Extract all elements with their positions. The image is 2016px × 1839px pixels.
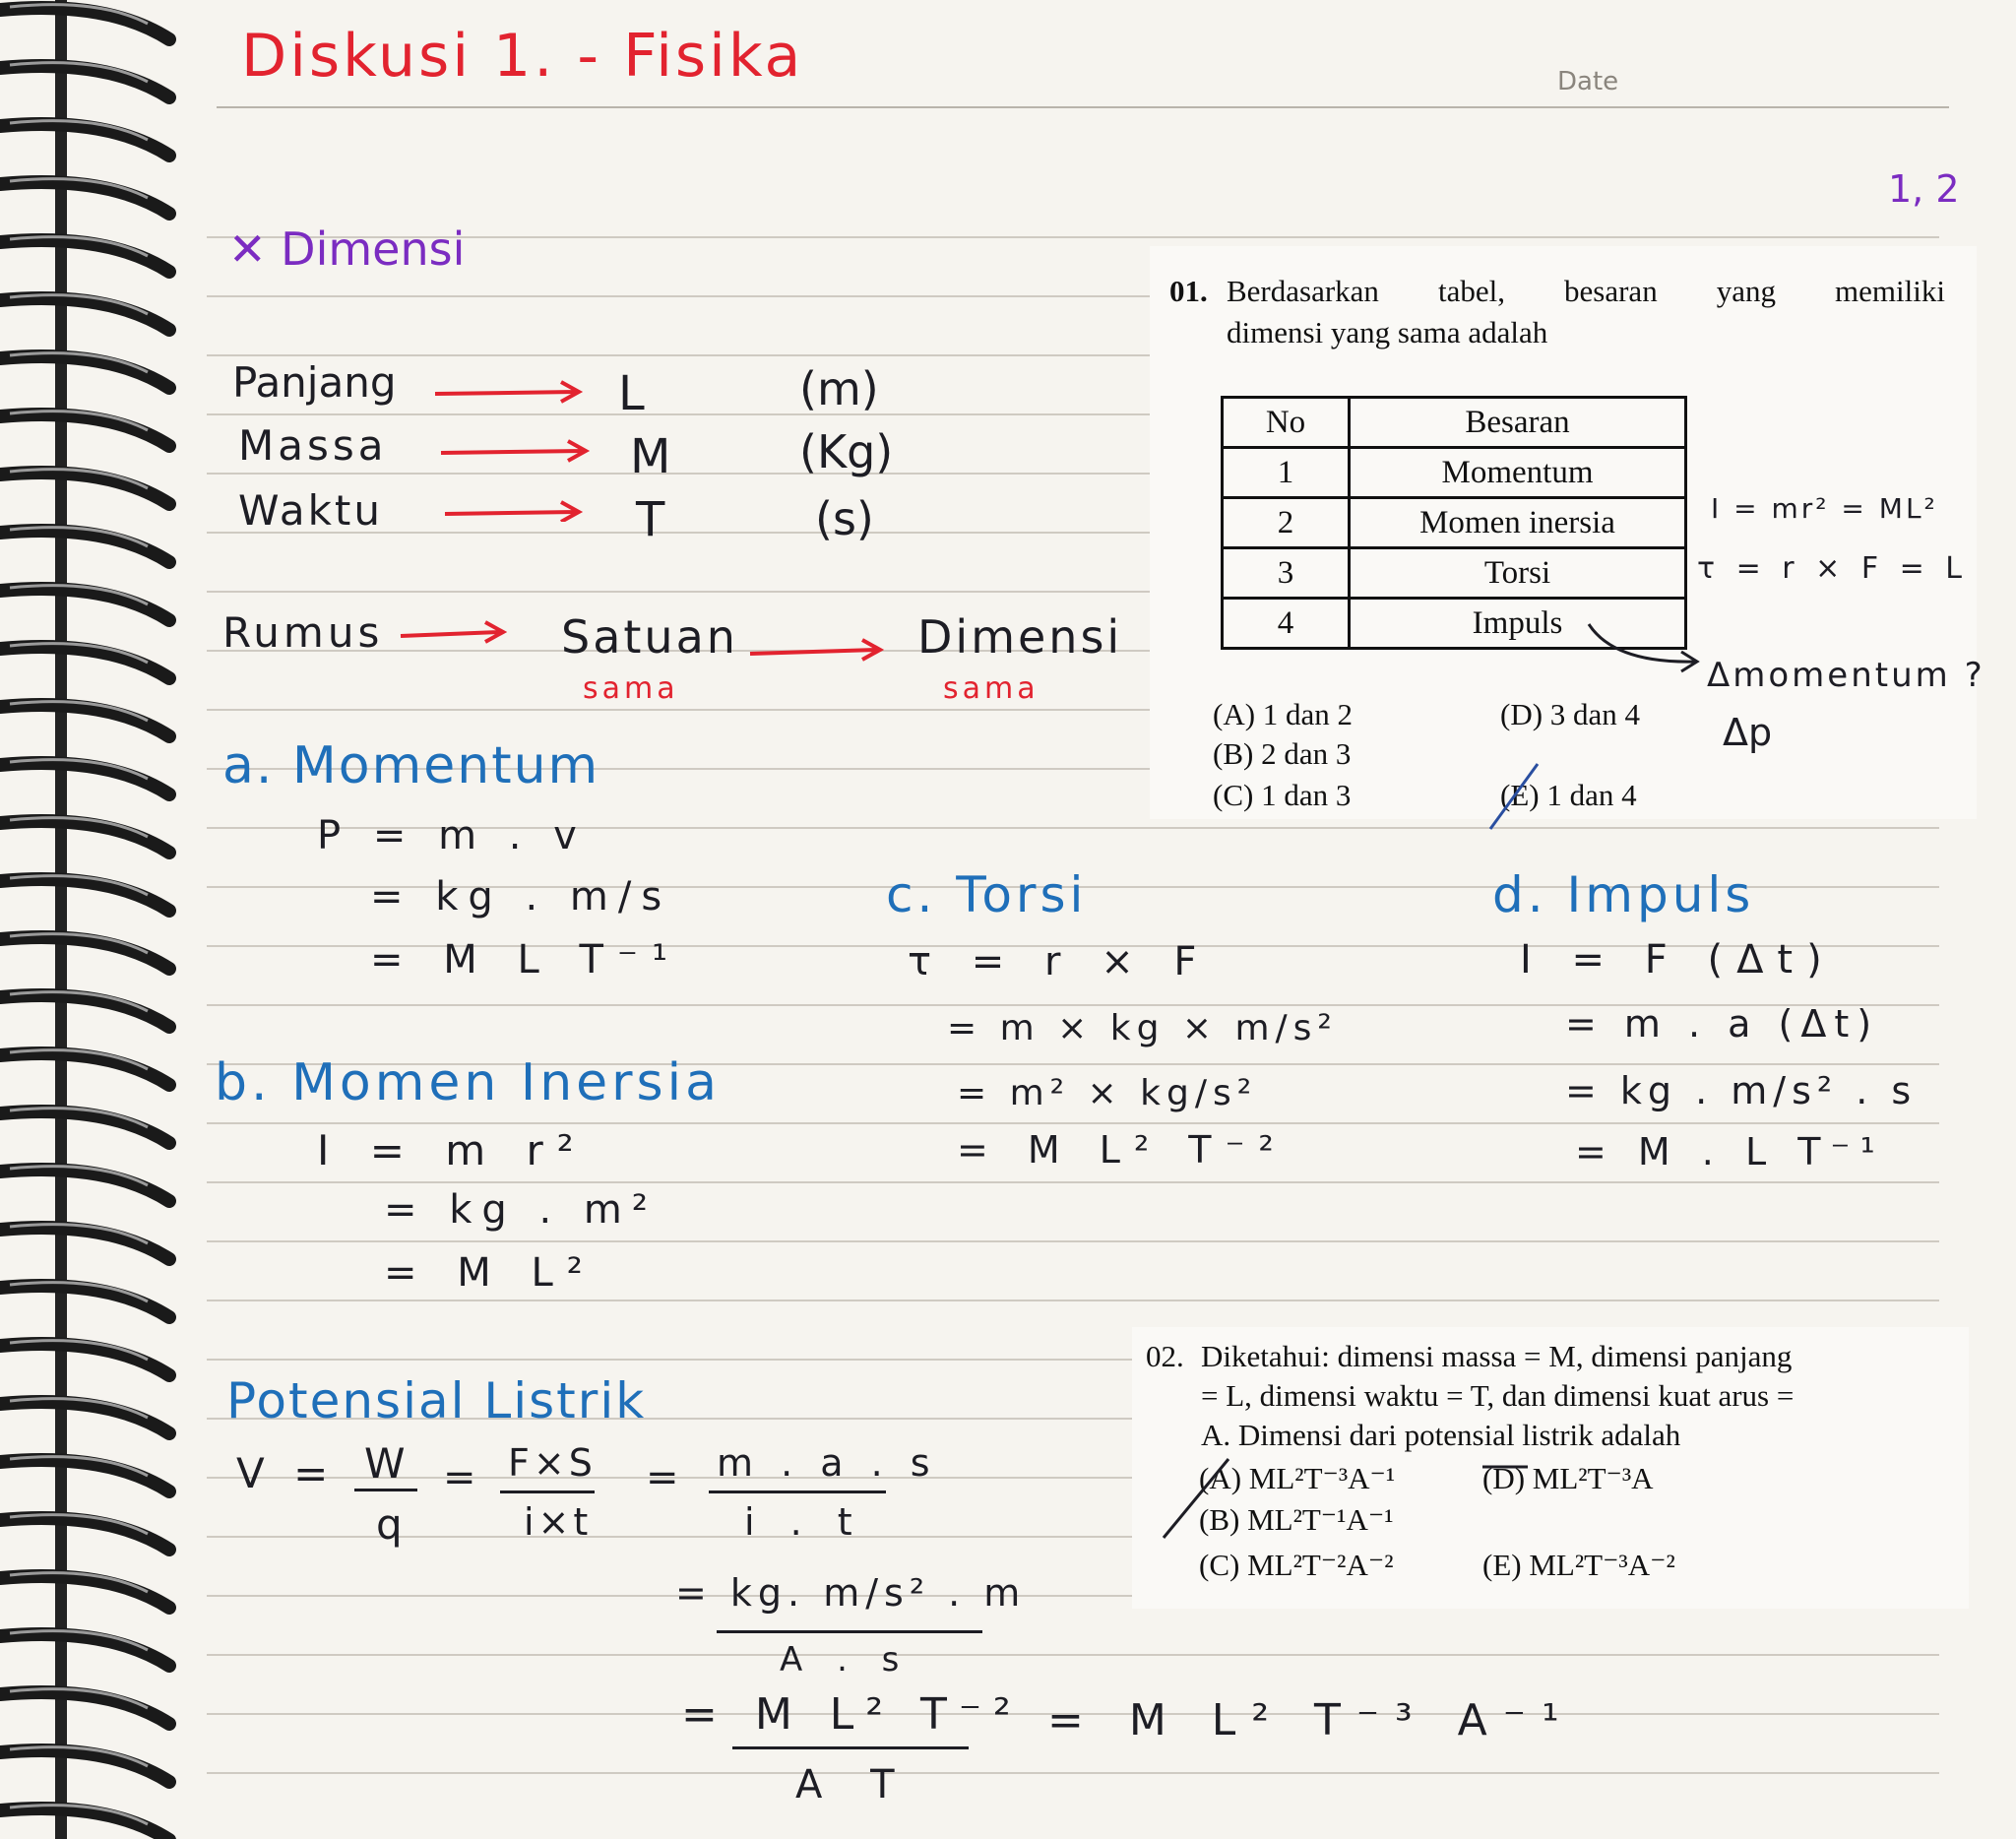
q2-line-2: = L, dimensi waktu = T, dan dimensi kuat arus = xyxy=(1201,1378,1795,1413)
spiral-coil xyxy=(0,879,169,911)
q2-option-d: (D) ML²T⁻³A xyxy=(1482,1461,1654,1495)
q2-option-b: (B) ML²T⁻¹A⁻¹ xyxy=(1199,1502,1394,1537)
torsi-line-2: = m × kg × m/s² xyxy=(947,1008,1338,1048)
q1-table-cell-no: 3 xyxy=(1223,548,1350,599)
q1-table-header-besaran: Besaran xyxy=(1350,398,1686,448)
potensial-as: A . s xyxy=(780,1640,912,1680)
ruled-line xyxy=(207,1181,1939,1183)
q2-answer-checkmark-icon xyxy=(1160,1455,1238,1544)
momentum-line-1: P = m . v xyxy=(317,813,587,858)
spiral-coil xyxy=(0,124,169,156)
torsi-line-4: = M L² T⁻² xyxy=(957,1128,1288,1172)
spiral-coil xyxy=(0,1460,169,1491)
potensial-it: i . t xyxy=(744,1500,864,1544)
impuls-arrow-icon xyxy=(1585,618,1703,677)
q2-line-3: A. Dimensi dari potensial listrik adalah xyxy=(1201,1418,1681,1452)
ruled-line xyxy=(207,236,1939,238)
page-title: Diskusi 1. - Fisika xyxy=(241,22,804,91)
symbol-L: L xyxy=(618,366,645,421)
q1-table-cell-no: 4 xyxy=(1223,599,1350,649)
momen-inersia-line-1: I = m r² xyxy=(317,1126,588,1174)
dimensi-heading-text: Dimensi xyxy=(281,222,466,276)
potensial-mas: m . a . s xyxy=(717,1441,938,1485)
spiral-coil xyxy=(0,356,169,388)
impuls-line-1: I = F (Δt) xyxy=(1520,937,1836,983)
q2-number: 02. xyxy=(1146,1339,1184,1373)
potensial-at: A T xyxy=(795,1762,913,1807)
impuls-title: d. Impuls xyxy=(1492,866,1755,923)
spiral-coil xyxy=(0,937,169,969)
quantity-panjang: Panjang xyxy=(232,358,397,407)
spiral-coil xyxy=(0,1634,169,1666)
q1-note-delta-momentum: Δmomentum ? xyxy=(1707,656,1985,695)
spiral-coil xyxy=(0,66,169,97)
spiral-coil xyxy=(0,1053,169,1085)
spiral-binding xyxy=(0,0,197,1839)
dimensi-heading: ✕ Dimensi xyxy=(228,222,466,276)
satuan-note: sama xyxy=(583,671,679,706)
momen-inersia-title: b. Momen Inersia xyxy=(215,1053,721,1112)
fraction-bar xyxy=(354,1489,417,1491)
fraction-bar xyxy=(717,1630,982,1633)
potensial-eq-4: = M L² T⁻² xyxy=(681,1689,1023,1740)
q1-note-delta-p: Δp xyxy=(1723,711,1773,754)
potensial-eq-1: = xyxy=(443,1455,476,1500)
arrow-rumus-satuan xyxy=(399,618,507,648)
q2-option-e: (E) ML²T⁻³A⁻² xyxy=(1482,1548,1675,1582)
potensial-fxs: F×S xyxy=(508,1441,597,1485)
fraction-bar xyxy=(709,1490,886,1493)
impuls-line-2: = m . a (Δt) xyxy=(1565,1002,1880,1046)
impuls-line-4: = M . L T⁻¹ xyxy=(1575,1130,1885,1173)
header-rule xyxy=(217,106,1949,108)
q1-table-cell-besaran: Impuls xyxy=(1350,599,1686,649)
q1-text-line-1: Berdasarkan tabel, besaran yang memiliki xyxy=(1227,274,1945,308)
symbol-M: M xyxy=(630,429,671,484)
q2-strike-d-icon xyxy=(1480,1461,1530,1500)
potensial-title: Potensial Listrik xyxy=(226,1372,647,1429)
dimensi-note: sama xyxy=(943,671,1040,706)
potensial-v-label: V = xyxy=(236,1449,337,1497)
spiral-coil xyxy=(0,473,169,504)
unit-m: (m) xyxy=(799,362,879,415)
q1-option-e: (E) 1 dan 4 xyxy=(1500,778,1637,812)
impuls-line-3: = kg . m/s² . s xyxy=(1565,1069,1918,1112)
unit-s: (s) xyxy=(815,492,874,545)
fraction-bar xyxy=(732,1746,969,1749)
spiral-coil xyxy=(0,763,169,794)
spiral-coil xyxy=(0,821,169,853)
quantity-waktu: Waktu xyxy=(238,486,383,535)
q1-note-torsi: τ = r × F = L xyxy=(1697,551,1968,586)
table-row xyxy=(1223,548,1686,599)
spiral-coil xyxy=(0,1344,169,1375)
q1-table-header-row xyxy=(1223,398,1686,448)
q1-option-c: (C) 1 dan 3 xyxy=(1213,778,1352,812)
quantity-massa: Massa xyxy=(238,421,388,470)
q1-table-cell-no: 2 xyxy=(1223,498,1350,548)
torsi-line-3: = m² × kg/s² xyxy=(957,1073,1258,1113)
unit-kg: (Kg) xyxy=(799,425,894,478)
spiral-coil xyxy=(0,182,169,214)
potensial-eq-2: = xyxy=(646,1455,679,1500)
dimensi-label: Dimensi xyxy=(917,610,1123,664)
q1-number: 01. xyxy=(1169,274,1208,308)
spiral-coil xyxy=(0,1170,169,1201)
momentum-title: a. Momentum xyxy=(222,736,600,795)
spiral-coil xyxy=(0,647,169,678)
spiral-coil xyxy=(0,8,169,39)
q1-option-b: (B) 2 dan 3 xyxy=(1213,736,1352,771)
q1-answer-checkmark-icon xyxy=(1486,758,1545,837)
potensial-ixt: i×t xyxy=(524,1500,593,1544)
q1-note-inertia: I = mr² = ML² xyxy=(1711,492,1938,525)
q1-table-cell-besaran: Momentum xyxy=(1350,448,1686,498)
spiral-coil xyxy=(0,414,169,446)
satuan-label: Satuan xyxy=(561,610,738,664)
ruled-line xyxy=(207,1772,1939,1774)
spiral-coil xyxy=(0,1228,169,1259)
momentum-line-2: = kg . m/s xyxy=(370,874,672,920)
arrow-satuan-dimensi xyxy=(748,636,886,666)
torsi-line-1: τ = r × F xyxy=(908,939,1211,984)
spiral-coil xyxy=(0,1750,169,1782)
date-label: Date xyxy=(1557,67,1619,96)
momen-inersia-line-3: = M L² xyxy=(384,1250,597,1296)
q1-table-header-no: No xyxy=(1223,398,1350,448)
ruled-line xyxy=(207,1240,1939,1242)
spiral-coil xyxy=(0,1518,169,1550)
potensial-eq-3: = kg. m/s² . m xyxy=(675,1571,1027,1615)
rumus-label: Rumus xyxy=(222,608,384,657)
spiral-coil xyxy=(0,531,169,562)
table-row xyxy=(1223,448,1686,498)
spiral-coil xyxy=(0,589,169,620)
potensial-q: q xyxy=(376,1500,403,1549)
ruled-line xyxy=(207,1654,1939,1656)
q2-line-1: Diketahui: dimensi massa = M, dimensi panjang xyxy=(1201,1339,1793,1373)
q1-table-cell-no: 1 xyxy=(1223,448,1350,498)
spiral-coil xyxy=(0,1692,169,1724)
spiral-coil xyxy=(0,1402,169,1433)
q1-text-line-2: dimensi yang sama adalah xyxy=(1227,315,1548,349)
spiral-coil xyxy=(0,298,169,330)
ruled-line xyxy=(207,1122,1939,1124)
spiral-coil xyxy=(0,705,169,736)
page-reference: 1, 2 xyxy=(1888,167,1960,211)
q1-table xyxy=(1221,396,1687,650)
red-arrows xyxy=(433,374,591,522)
symbol-T: T xyxy=(636,492,665,547)
q1-option-a: (A) 1 dan 2 xyxy=(1213,697,1354,731)
q1-table-cell-besaran: Momen inersia xyxy=(1350,498,1686,548)
potensial-result: = M L² T⁻³ A⁻¹ xyxy=(1047,1695,1575,1745)
momen-inersia-line-2: = kg . m² xyxy=(384,1187,658,1233)
ruled-line xyxy=(207,1300,1939,1301)
q2-option-a: (A) ML²T⁻³A⁻¹ xyxy=(1199,1461,1396,1495)
spiral-coil xyxy=(0,1286,169,1317)
spiral-coil xyxy=(0,1111,169,1143)
potensial-w: W xyxy=(364,1439,406,1488)
fraction-bar xyxy=(500,1490,595,1493)
spiral-coil xyxy=(0,995,169,1027)
table-row xyxy=(1223,498,1686,548)
q1-table-cell-besaran: Torsi xyxy=(1350,548,1686,599)
q1-option-d: (D) 3 dan 4 xyxy=(1500,697,1641,731)
torsi-title: c. Torsi xyxy=(886,866,1088,923)
spiral-coil xyxy=(0,1576,169,1608)
q2-option-c: (C) ML²T⁻²A⁻² xyxy=(1199,1548,1394,1582)
momentum-line-3: = M L T⁻¹ xyxy=(370,937,682,983)
spiral-coil xyxy=(0,240,169,272)
